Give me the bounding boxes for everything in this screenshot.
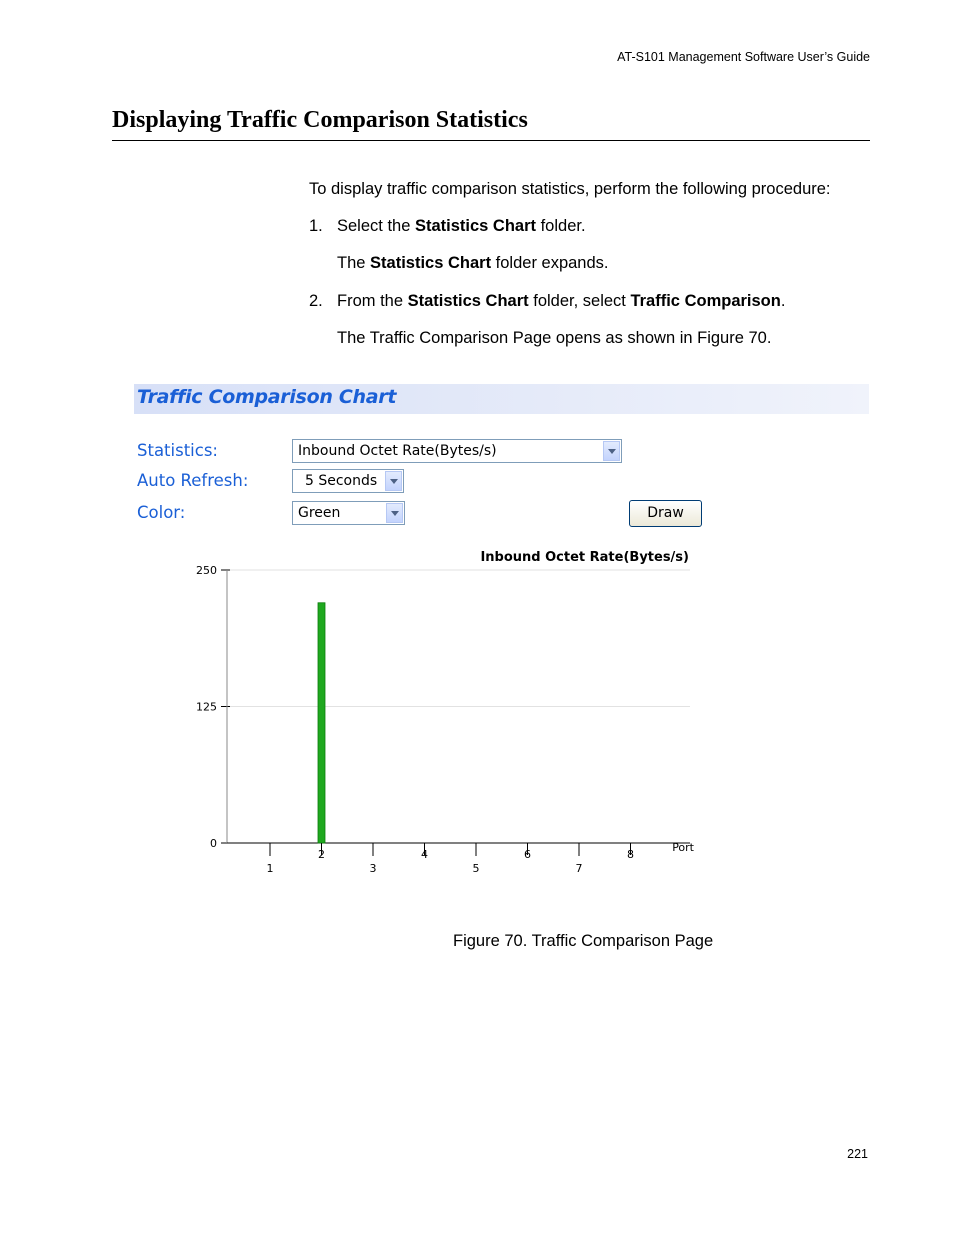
x-tick-label: 1: [266, 862, 274, 875]
running-header: AT-S101 Management Software User’s Guide: [617, 50, 870, 64]
statistics-select-value: Inbound Octet Rate(Bytes/s): [298, 443, 497, 459]
x-tick-label: 2: [318, 848, 325, 861]
page-number: 221: [847, 1147, 868, 1161]
color-select[interactable]: [292, 501, 405, 525]
step-1-result-post: folder expands.: [491, 254, 609, 272]
color-select-value: Green: [298, 505, 341, 521]
step-2-text-pre: From the: [337, 292, 408, 310]
y-tick-label: 0: [210, 837, 217, 850]
step-2: [309, 291, 785, 311]
chevron-down-icon[interactable]: [386, 503, 403, 523]
statistics-select[interactable]: [292, 439, 622, 463]
chart-title: Inbound Octet Rate(Bytes/s): [480, 550, 689, 565]
step-1-text-post: folder.: [536, 217, 586, 235]
step-1: [309, 216, 586, 236]
chevron-down-icon[interactable]: [385, 471, 402, 491]
bar-port-2: [318, 603, 325, 843]
title-rule: [112, 140, 870, 141]
statistics-label: Statistics:: [137, 441, 218, 460]
x-tick-label: 8: [627, 848, 634, 861]
step-1-result-bold: Statistics Chart: [370, 254, 492, 272]
ui-panel-title: Traffic Comparison Chart: [137, 386, 397, 408]
auto-refresh-label: Auto Refresh:: [137, 471, 249, 490]
step-2-number: 2.: [309, 292, 323, 310]
intro-paragraph: To display traffic comparison statistics, perform the following procedure:: [309, 180, 831, 198]
traffic-chart: [180, 545, 710, 885]
step-1-result-pre: The: [337, 254, 371, 272]
step-2-text-bold: Statistics Chart: [407, 292, 529, 310]
x-tick-label: 6: [524, 848, 531, 861]
step-1-text-pre: Select the: [337, 217, 415, 235]
step-2-result: The Traffic Comparison Page opens as shown in Figure 70.: [337, 329, 772, 347]
chevron-down-icon[interactable]: [603, 441, 620, 461]
step-2-text-mid: folder, select: [528, 292, 631, 310]
y-tick-label: 125: [196, 700, 217, 714]
step-1-number: 1.: [309, 217, 323, 235]
color-label: Color:: [137, 503, 186, 522]
y-tick-label: 250: [196, 564, 217, 577]
draw-button[interactable]: Draw: [629, 500, 702, 527]
x-tick-label: 3: [369, 862, 377, 875]
figure-caption: Figure 70. Traffic Comparison Page: [453, 932, 714, 950]
step-1-text-bold: Statistics Chart: [414, 217, 537, 235]
auto-refresh-select[interactable]: [292, 469, 404, 493]
step-2-text-bold2: Traffic Comparison: [630, 292, 781, 310]
ui-panel-header: [134, 384, 869, 414]
auto-refresh-select-value: 5 Seconds: [305, 473, 378, 489]
step-2-text-post: .: [780, 292, 786, 310]
x-tick-label: 4: [421, 848, 428, 861]
x-axis-label: Port: [672, 841, 694, 854]
section-title: Displaying Traffic Comparison Statistics: [112, 107, 528, 133]
x-tick-label: 5: [472, 862, 480, 875]
x-tick-label: 7: [575, 862, 583, 875]
step-1-result: [337, 253, 609, 273]
